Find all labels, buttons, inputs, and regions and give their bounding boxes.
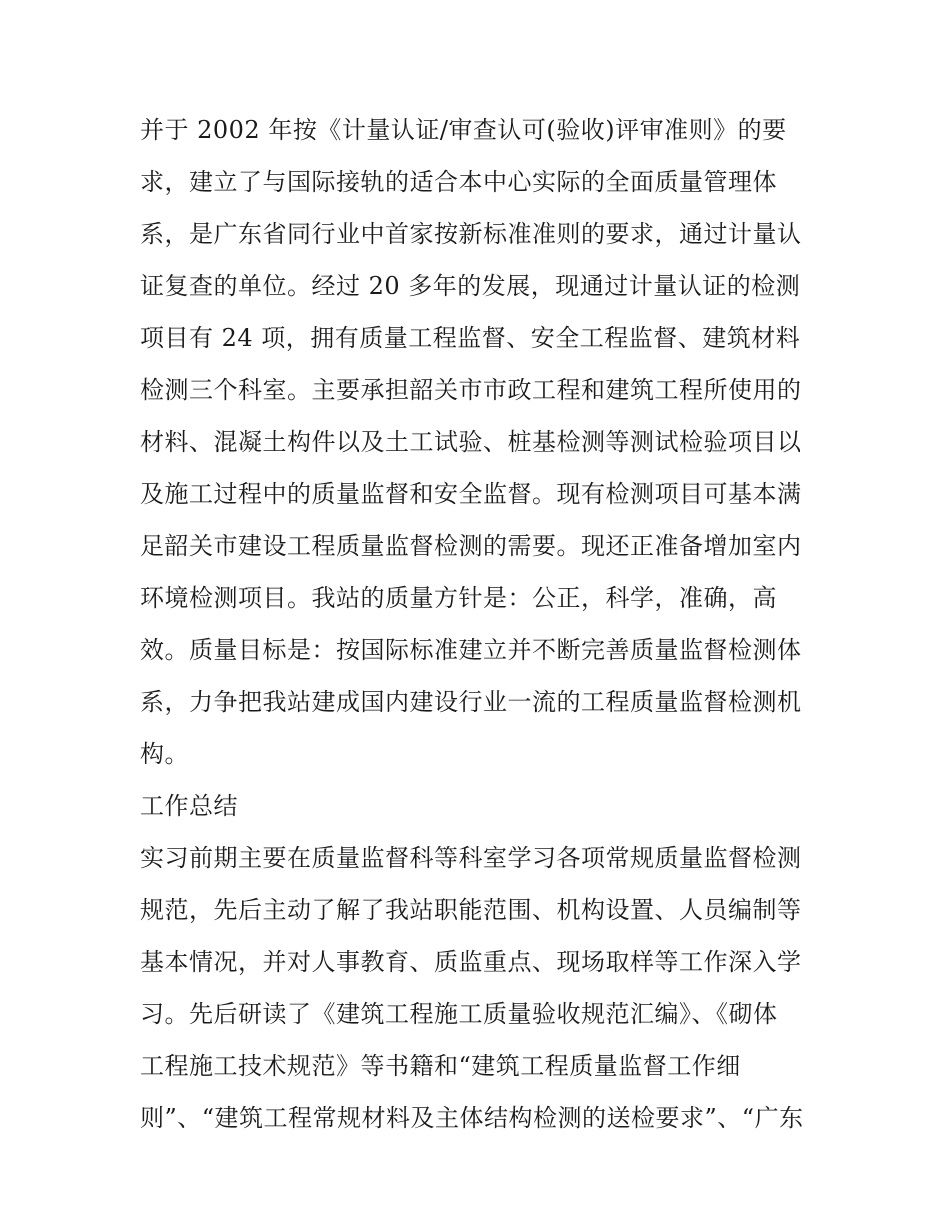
body-line: 基本情况，并对人事教育、质监重点、现场取样等工作深入学 [140, 948, 802, 976]
body-line: 并于 2002 年按《计量认证/审查认可(验收)评审准则》的要 [140, 116, 787, 144]
body-line: 系，力争把我站建成国内建设行业一流的工程质量监督检测机 [140, 688, 802, 716]
document-body [140, 104, 820, 1144]
body-line: 求，建立了与国际接轨的适合本中心实际的全面质量管理体 [140, 168, 777, 196]
body-line: 及施工过程中的质量监督和安全监督。现有检测项目可基本满 [140, 480, 802, 508]
body-line: 实习前期主要在质量监督科等科室学习各项常规质量监督检测 [140, 844, 802, 872]
body-line: 足韶关市建设工程质量监督检测的需要。现还正准备增加室内 [140, 532, 802, 560]
body-line: 项目有 24 项，拥有质量工程监督、安全工程监督、建筑材料 [140, 324, 801, 352]
body-line: 检测三个科室。主要承担韶关市市政工程和建筑工程所使用的 [140, 376, 802, 404]
body-line: 则”、“建筑工程常规材料及主体结构检测的送检要求”、“广东 [140, 1104, 804, 1132]
body-line: 环境检测项目。我站的质量方针是：公正，科学，准确，高 [140, 584, 777, 612]
body-line: 工程施工技术规范》等书籍和“建筑工程质量监督工作细 [140, 1052, 741, 1080]
body-line: 证复查的单位。经过 20 多年的发展，现通过计量认证的检测 [140, 272, 801, 300]
body-line: 效。质量目标是：按国际标准建立并不断完善质量监督检测体 [140, 636, 802, 664]
body-line: 系，是广东省同行业中首家按新标准准则的要求，通过计量认 [140, 220, 802, 248]
body-line: 习。先后研读了《建筑工程施工质量验收规范汇编》、《砌体 [140, 1000, 778, 1028]
section-heading: 工作总结 [140, 792, 238, 820]
body-line: 材料、混凝土构件以及土工试验、桩基检测等测试检验项目以 [140, 428, 802, 456]
body-line: 构。 [140, 740, 189, 768]
body-line: 规范，先后主动了解了我站职能范围、机构设置、人员编制等 [140, 896, 802, 924]
